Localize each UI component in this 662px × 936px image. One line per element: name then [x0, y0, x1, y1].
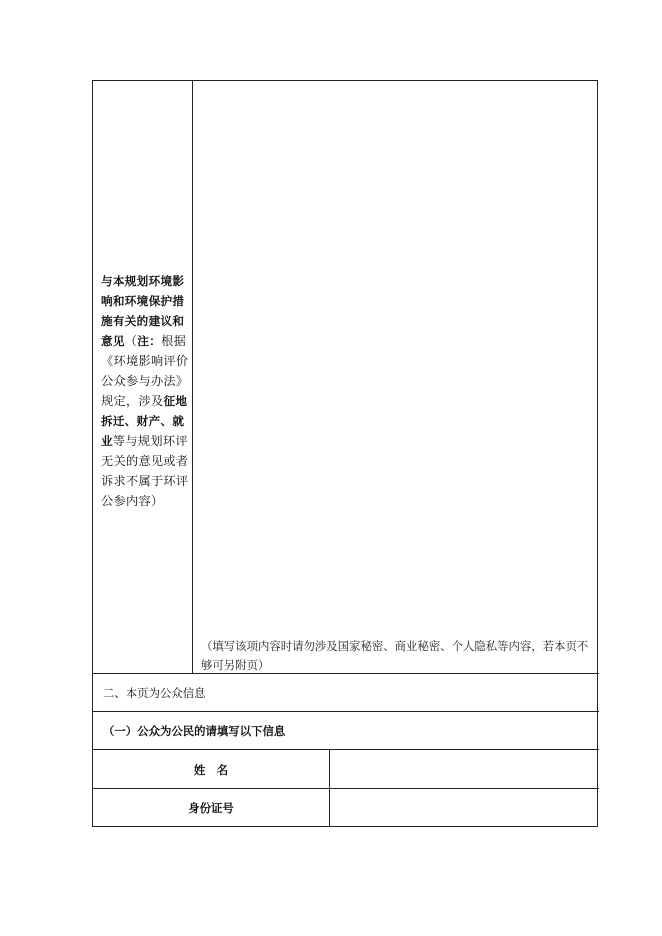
name-input[interactable] [331, 751, 597, 787]
opinion-input-area[interactable] [194, 81, 597, 631]
section-two-title: 二、本页为公众信息 [103, 686, 206, 700]
opinion-label-cell [93, 81, 193, 673]
opinion-form-table [92, 80, 598, 827]
opinion-label-part: 注： [137, 334, 162, 348]
opinion-note: （填写该项内容时请勿涉及国家秘密、商业秘密、个人隐私等内容，若本页不够可另附页） [201, 639, 589, 672]
opinion-label-part: （ [124, 334, 138, 348]
opinion-label-part: 与本规划环境影响和环境保护措施有关的建议和意见 [101, 274, 185, 348]
subsection-one-title: （一）公众为公民的请填写以下信息 [103, 724, 286, 738]
name-label: 姓 名 [193, 763, 229, 777]
opinion-label-part: 征地拆迁、财产、就业 [101, 394, 188, 448]
id-number-input[interactable] [331, 790, 597, 826]
opinion-label-part: 根据《环境影响评价公众参与办法》规定，涉及 [101, 334, 189, 408]
opinion-label [101, 271, 191, 511]
opinion-label-part: 等与规划环评无关的意见或者诉求不属于环评公参内容） [101, 434, 189, 508]
row-divider [93, 673, 599, 674]
row-divider [93, 711, 599, 712]
id-number-label: 身份证号 [188, 801, 234, 815]
